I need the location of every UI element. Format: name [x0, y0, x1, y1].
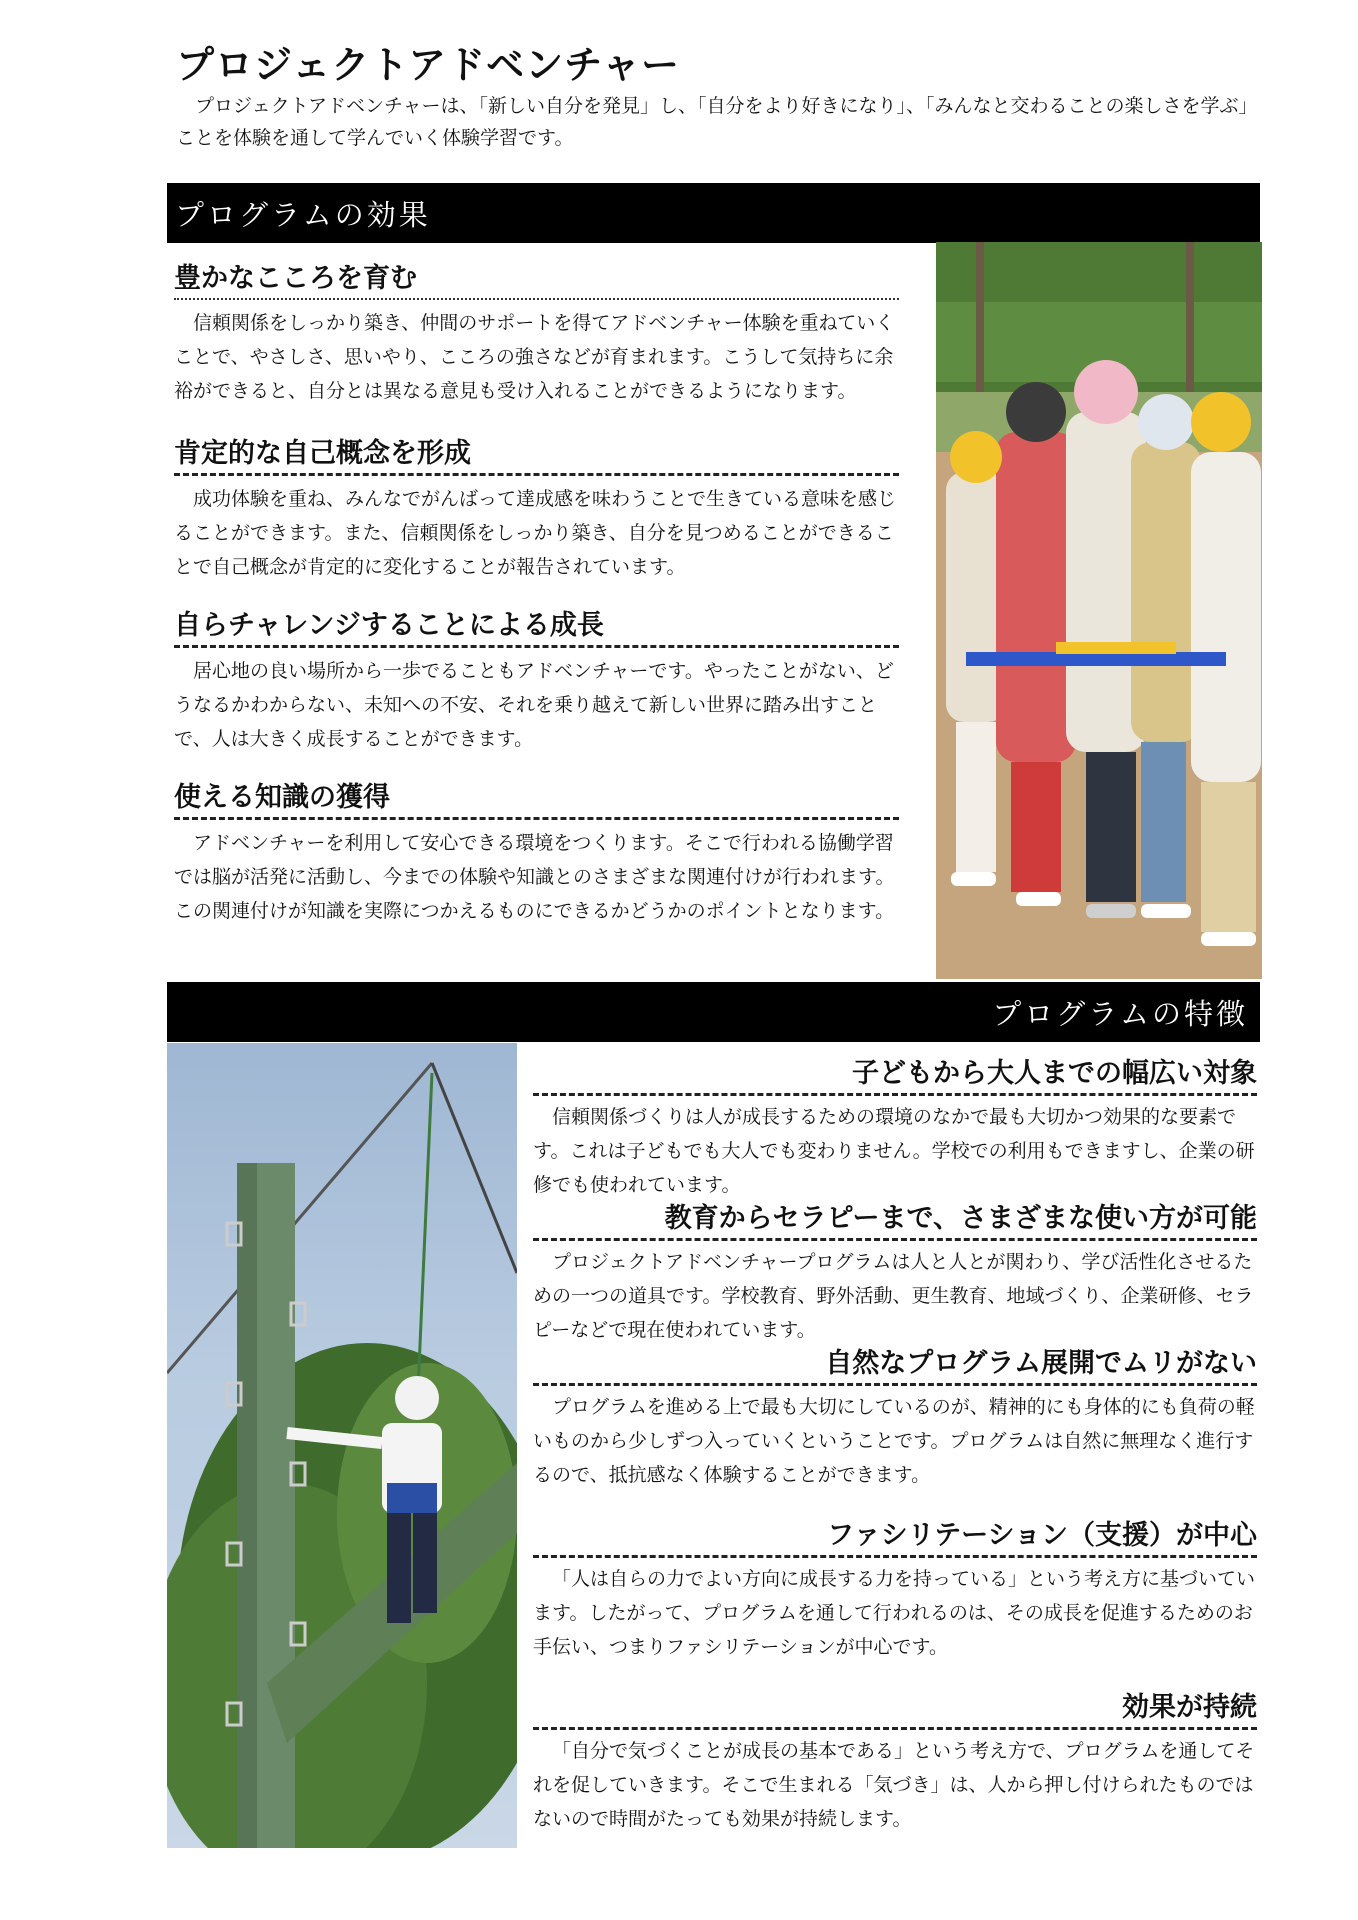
- effect-block-self-concept: [174, 435, 899, 584]
- photo-children-illustration: [936, 242, 1262, 979]
- feature-body: 「自分で気づくことが成長の基本である」という考え方で、プログラムを通してそれを促していきます。そこで生まれる「気づき」は、人から押し付けられたものではないので時間がたっても効果が持続します。: [533, 1740, 1255, 1830]
- effect-block-challenge: [174, 607, 899, 756]
- section-bar-effects: [167, 183, 1260, 243]
- effect-body: 居心地の良い場所から一歩でることもアドベンチャーです。やったことがない、どうなるかわからない、未知への不安、それを乗り越えて新しい世界に踏み出すことで、人は大きく成長することができます。: [174, 660, 894, 750]
- feature-body: プログラムを進める上で最も大切にしているのが、精神的にも身体的にも負荷の軽いものから少しずつ入っていくということです。プログラムは自然に無理なく進行するので、抵抗感なく体験することができます。: [533, 1396, 1255, 1486]
- feature-heading: 自然なプログラム展開でムリがない: [533, 1345, 1257, 1386]
- effect-heading: 肯定的な自己概念を形成: [174, 435, 899, 476]
- section-bar-features: [167, 982, 1260, 1042]
- effect-heading: 使える知識の獲得: [174, 779, 899, 820]
- photo-ropes-illustration: [167, 1043, 517, 1848]
- photo-children-activity: [936, 242, 1262, 979]
- feature-body: 「人は自らの力でよい方向に成長する力を持っている」という考え方に基づいています。したがって、プログラムを通して行われるのは、その成長を促進するためのお手伝い、つまりファシリテーションが中心です。: [533, 1568, 1256, 1658]
- feature-block-lasting-effect: [533, 1689, 1257, 1836]
- section-title-features: プログラムの特徴: [992, 996, 1248, 1031]
- feature-heading: 子どもから大人までの幅広い対象: [533, 1055, 1257, 1096]
- feature-heading: 教育からセラピーまで、さまざまな使い方が可能: [533, 1200, 1257, 1241]
- feature-body: プロジェクトアドベンチャープログラムは人と人とが関わり、学び活性化させるための一つの道具です。学校教育、野外活動、更生教育、地域づくり、企業研修、セラピーなどで現在使われています。: [533, 1251, 1254, 1341]
- feature-block-wide-audience: [533, 1055, 1257, 1202]
- effect-heading: 豊かなこころを育む: [174, 260, 899, 300]
- section-title-effects: プログラムの効果: [175, 197, 431, 232]
- feature-block-natural-flow: [533, 1345, 1257, 1492]
- page-title: プロジェクトアドベンチャー: [176, 43, 680, 87]
- feature-heading: 効果が持続: [533, 1689, 1257, 1730]
- effect-body: 成功体験を重ね、みんなでがんばって達成感を味わうことで生きている意味を感じることができます。また、信頼関係をしっかり築き、自分を見つめることができることで自己概念が肯定的に変化することが報告されています。: [174, 488, 897, 578]
- effect-body: アドベンチャーを利用して安心できる環境をつくります。そこで行われる協働学習では脳が活発に活動し、今までの体験や知識とのさまざまな関連付けが行われます。この関連付けが知識を実際につかえるものにできるかどうかのポイントとなります。: [174, 832, 895, 922]
- effect-body: 信頼関係をしっかり築き、仲間のサポートを得てアドベンチャー体験を重ねていくことで、やさしさ、思いやり、こころの強さなどが育まれます。こうして気持ちに余裕ができると、自分とは異なる意見も受け入れることができるようになります。: [174, 312, 895, 402]
- effect-block-rich-heart: [174, 260, 899, 408]
- effect-heading: 自らチャレンジすることによる成長: [174, 607, 899, 648]
- feature-block-facilitation: [533, 1517, 1257, 1664]
- feature-heading: ファシリテーション（支援）が中心: [533, 1517, 1257, 1558]
- effect-block-knowledge: [174, 779, 899, 928]
- photo-ropes-course: [167, 1043, 517, 1848]
- intro-paragraph: プロジェクトアドベンチャーは、「新しい自分を発見」し、「自分をより好きになり」、「みんなと交わることの楽しさを学ぶ」ことを体験を通して学んでいく体験学習です。: [176, 95, 1248, 149]
- feature-body: 信頼関係づくりは人が成長するための環境のなかで最も大切かつ効果的な要素です。これは子どもでも大人でも変わりません。学校での利用もできますし、企業の研修でも使われています。: [533, 1106, 1255, 1196]
- feature-block-many-uses: [533, 1200, 1257, 1347]
